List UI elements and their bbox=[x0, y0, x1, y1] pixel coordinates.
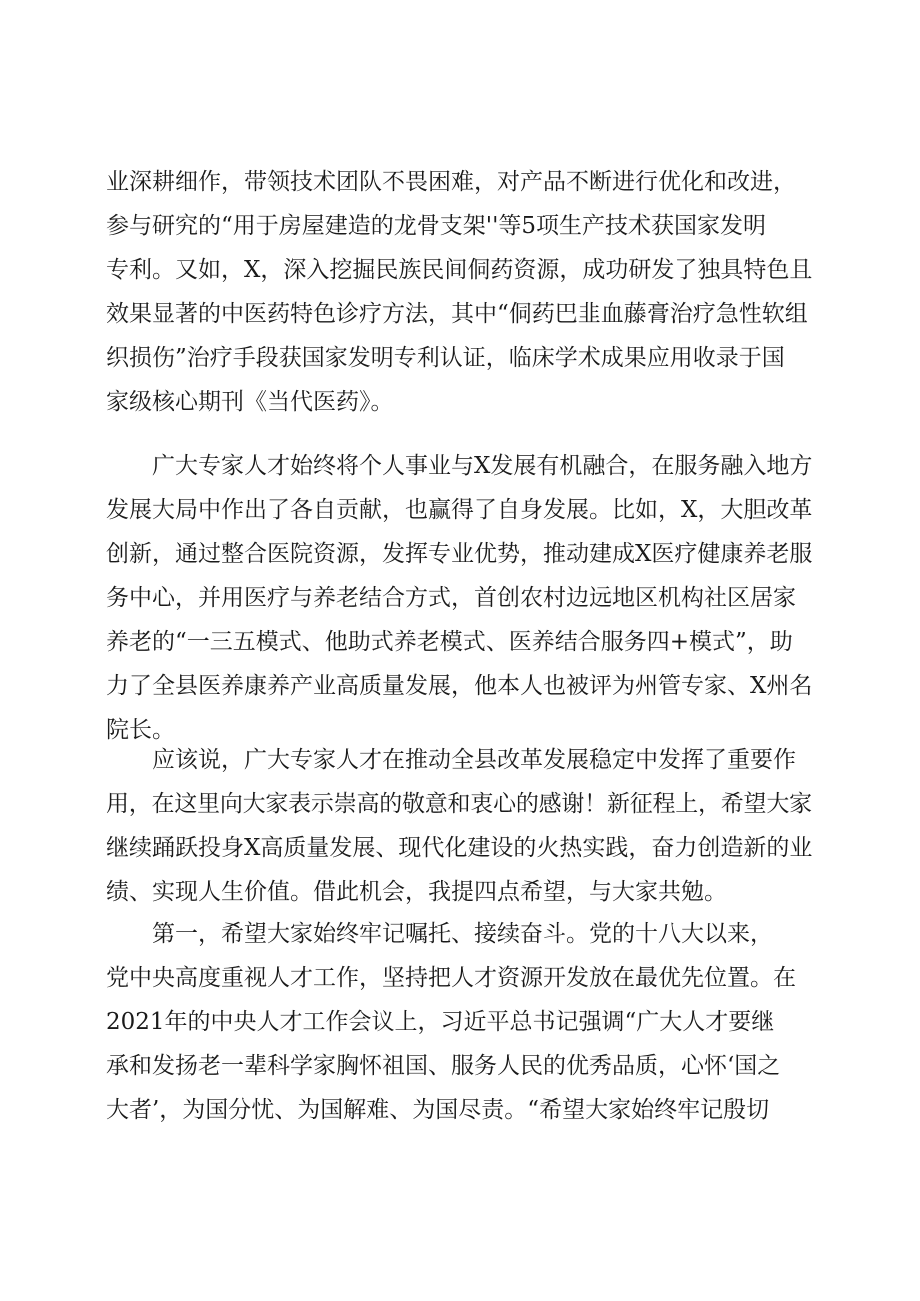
text-line: 大者’，为国分忧、为国解难、为国尽责。“希望大家始终牢记殷切 bbox=[106, 1097, 770, 1123]
paragraph-first-line: 应该说，广大专家人才在推动全县改革发展稳定中发挥了重要作 bbox=[152, 747, 796, 773]
text-line: 承和发扬老一辈科学家胸怀祖国、服务人民的优秀品质，心怀‘国之 bbox=[106, 1053, 781, 1079]
text-line: 发展大局中作出了各自贡献，也赢得了自身发展。比如，X，大胆改革 bbox=[106, 497, 812, 523]
text-line: 党中央高度重视人才工作，坚持把人才资源开发放在最优先位置。在 bbox=[106, 965, 796, 991]
text-line: 业深耕细作，带领技术团队不畏困难，对产品不断进行优化和改进， bbox=[106, 169, 796, 195]
text-line: 力了全县医养康养产业高质量发展，他本人也被评为州管专家、X州名 bbox=[106, 673, 812, 699]
text-line: 用，在这里向大家表示崇高的敬意和衷心的感谢！新征程上，希望大家 bbox=[106, 791, 812, 817]
text-line: 参与研究的“用于房屋建造的龙骨支架''等5项生产技术获国家发明 bbox=[106, 213, 767, 239]
text-line: 继续踊跃投身X高质量发展、现代化建设的火热实践，奋力创造新的业 bbox=[106, 835, 812, 861]
text-line: 家级核心期刊《当代医药》。 bbox=[106, 389, 394, 415]
text-line: 绩、实现人生价值。借此机会，我提四点希望，与大家共勉。 bbox=[106, 879, 727, 905]
text-line: 效果显著的中医药特色诊疗方法，其中“侗药巴韭血藤膏治疗急性软组 bbox=[106, 301, 808, 327]
text-line: 2021年的中央人才工作会议上，习近平总书记强调“广大人才要继 bbox=[106, 1009, 775, 1035]
text-line: 养老的“一三五模式、他助式养老模式、医养结合服务四+模式”，助 bbox=[106, 629, 793, 655]
text-line: 织损伤”治疗手段获国家发明专利认证，临床学术成果应用收录于国 bbox=[106, 345, 785, 371]
text-line: 务中心，并用医疗与养老结合方式，首创农村边远地区机构社区居家 bbox=[106, 585, 796, 611]
text-line: 院长。 bbox=[106, 717, 175, 743]
paragraph-first-line: 广大专家人才始终将个人事业与X发展有机融合，在服务融入地方 bbox=[152, 453, 812, 479]
text-line: 专利。又如，X，深入挖掘民族民间侗药资源，成功研发了独具特色且 bbox=[106, 257, 812, 283]
paragraph-first-line: 第一，希望大家始终牢记嘱托、接续奋斗。党的十八大以来， bbox=[152, 921, 773, 947]
text-line: 创新，通过整合医院资源，发挥专业优势，推动建成X医疗健康养老服 bbox=[106, 541, 812, 567]
